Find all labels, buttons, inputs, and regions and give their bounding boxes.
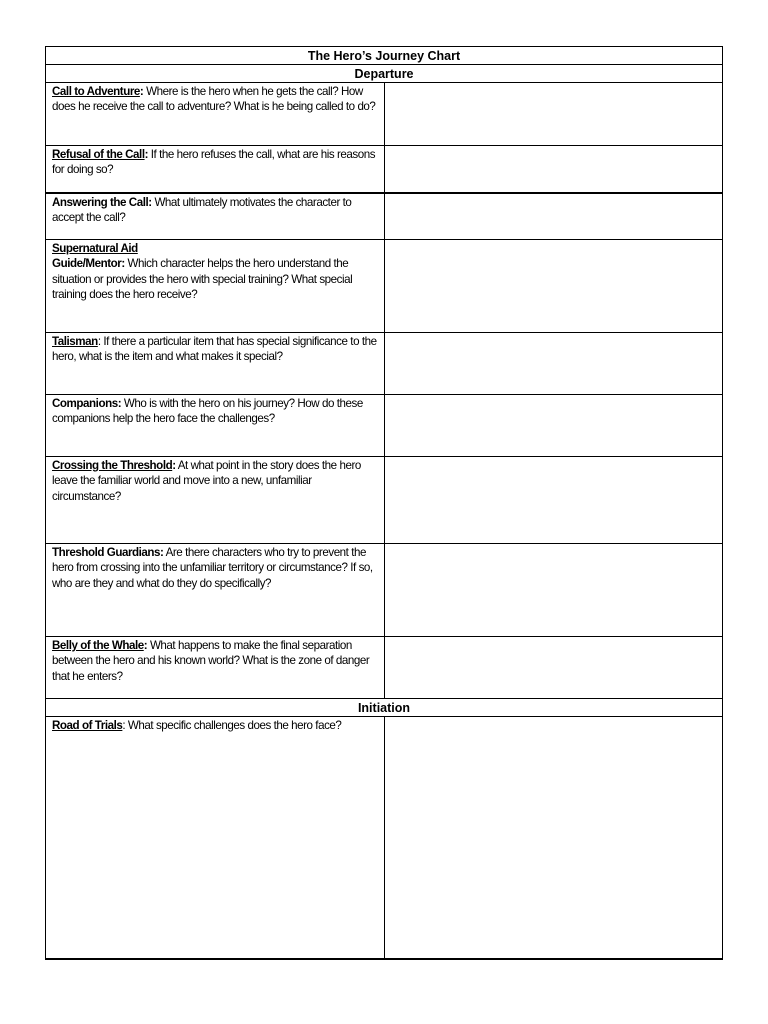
prompt-supernatural-aid: [46, 240, 385, 333]
prompt-crossing-the-threshold: [46, 457, 385, 544]
term-suffix: :: [143, 639, 148, 652]
table-row-answering-the-call: [46, 193, 723, 240]
section-row-initiation: [46, 699, 723, 717]
prompt-refusal-of-the-call: [46, 146, 385, 193]
term-suffix: :: [172, 459, 176, 472]
prompt-call-to-adventure: [46, 83, 385, 146]
section-row-departure: [46, 65, 723, 83]
prompt-companions: [46, 395, 385, 457]
heros-journey-table: [45, 46, 723, 960]
term-call-to-adventure: Call to Adventure: [52, 85, 140, 98]
table-row-supernatural-aid: [46, 240, 723, 333]
term-supernatural-aid: Supernatural Aid: [52, 242, 138, 255]
term-suffix: :: [144, 148, 149, 161]
term-belly-of-the-whale: Belly of the Whale: [52, 639, 144, 652]
term-crossing-the-threshold: Crossing the Threshold: [52, 459, 173, 472]
question-text: If the hero refuses the call, what are his reasons for doing so?: [52, 148, 376, 177]
section-header-departure: Departure: [46, 65, 723, 83]
answer-cell-supernatural-aid[interactable]: [384, 240, 723, 333]
table-row-threshold-guardians: [46, 544, 723, 637]
answer-cell-answering-the-call[interactable]: [384, 193, 723, 240]
prompt-talisman: [46, 333, 385, 395]
table-row-road-of-trials: [46, 717, 723, 959]
term-refusal-of-the-call: Refusal of the Call: [52, 148, 145, 161]
term-answering-the-call: Answering the Call:: [52, 195, 152, 209]
question-text: What happens to make the final separation between the hero and his known world? What is the zone of danger that he enters?: [52, 639, 370, 683]
title-row: [46, 47, 723, 65]
question-text: : If there a particular item that has special significance to the hero, what is the item and what makes it special?: [52, 335, 377, 364]
prompt-belly-of-the-whale: [46, 637, 385, 699]
answer-cell-companions[interactable]: [384, 395, 723, 457]
answer-cell-refusal-of-the-call[interactable]: [384, 146, 723, 193]
question-text: Who is with the hero on his journey? How do these companions help the hero face the challenges?: [52, 397, 363, 426]
term-talisman: Talisman: [52, 335, 98, 348]
section-header-initiation: Initiation: [46, 699, 723, 717]
term-road-of-trials: Road of Trials: [52, 719, 123, 732]
table-row-refusal-of-the-call: [46, 146, 723, 193]
answer-cell-crossing-the-threshold[interactable]: [384, 457, 723, 544]
table-row-crossing-the-threshold: [46, 457, 723, 544]
table-row-companions: [46, 395, 723, 457]
answer-cell-belly-of-the-whale[interactable]: [384, 637, 723, 699]
answer-cell-threshold-guardians[interactable]: [384, 544, 723, 637]
question-text: What ultimately motivates the character to accept the call?: [52, 195, 352, 224]
term-threshold-guardians: Threshold Guardians:: [52, 546, 164, 559]
prompt-threshold-guardians: [46, 544, 385, 637]
question-text: At what point in the story does the hero leave the familiar world and move into a new, unfamiliar circumstance?: [52, 459, 361, 503]
question-text: Which character helps the hero understand the situation or provides the hero with special training? What special training does the hero receive?: [52, 257, 353, 302]
term-companions: Companions:: [52, 397, 122, 410]
question-text: Where is the hero when he gets the call? How does he receive the call to adventure? What is he being called to do?: [52, 85, 376, 114]
answer-cell-talisman[interactable]: [384, 333, 723, 395]
answer-cell-road-of-trials[interactable]: [384, 717, 723, 959]
prompt-road-of-trials: [46, 717, 385, 959]
question-text: : What specific challenges does the hero face?: [122, 719, 342, 732]
table-row-belly-of-the-whale: [46, 637, 723, 699]
term-guide-mentor: Guide/Mentor:: [52, 257, 125, 271]
answer-cell-call-to-adventure[interactable]: [384, 83, 723, 146]
prompt-answering-the-call: [46, 193, 385, 240]
term-suffix: :: [139, 85, 144, 98]
table-row-call-to-adventure: [46, 83, 723, 146]
table-row-talisman: [46, 333, 723, 395]
question-text: Are there characters who try to prevent the hero from crossing into the unfamiliar territory or circumstance? If so, who are they and what do they do specifically?: [52, 546, 373, 590]
chart-title: The Hero’s Journey Chart: [46, 47, 723, 65]
